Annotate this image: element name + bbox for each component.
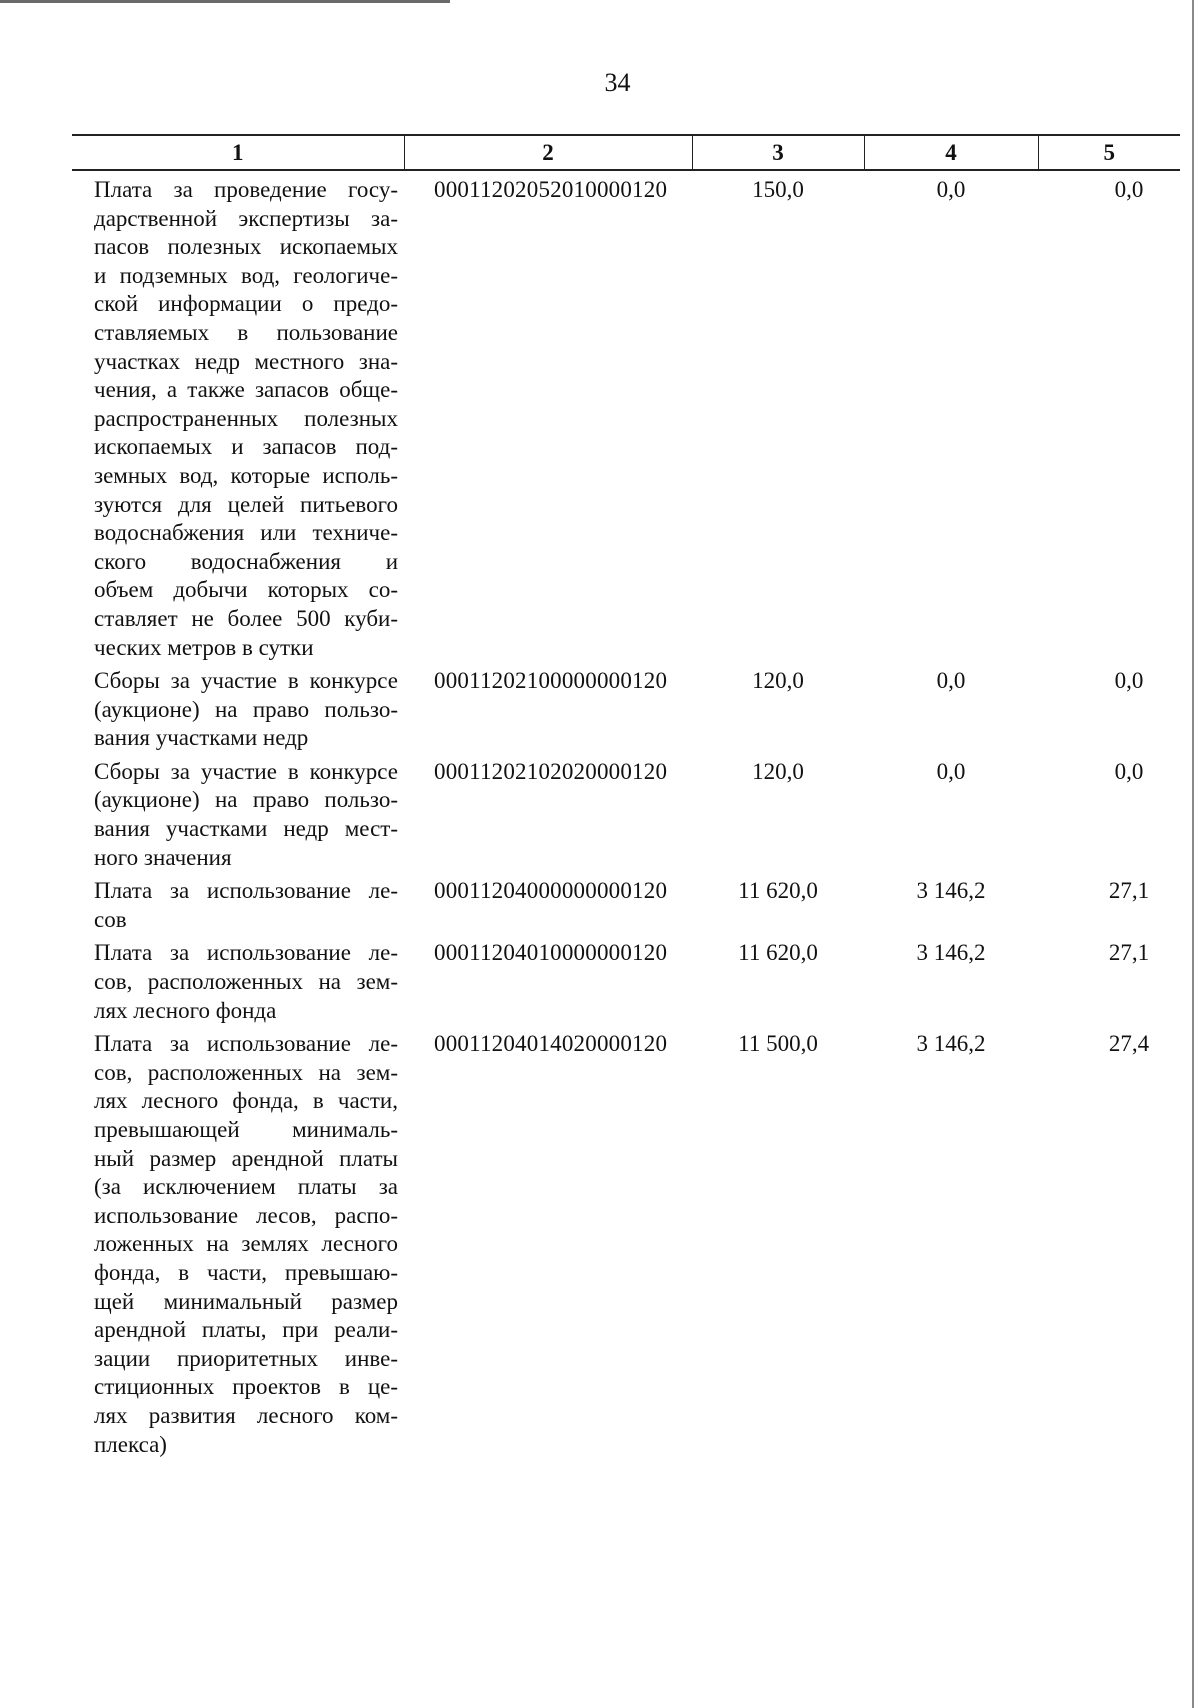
table-row (72, 753, 1180, 872)
income-name-line: вания участками недр мест- (94, 816, 398, 842)
value-col5-cell: 27,1 (1108, 940, 1150, 966)
value-col3-cell: 120,0 (752, 668, 804, 694)
income-name-line: ископаемых и запасов под- (94, 434, 398, 460)
page-number: 34 (604, 68, 631, 97)
income-name-line: лях лесного фонда (94, 997, 277, 1023)
income-name-line: щей минимальный размер (94, 1288, 398, 1314)
income-name-line: плекса) (94, 1431, 167, 1457)
income-name-line: вания участками недр (94, 725, 309, 751)
income-name-line: ложенных на землях лесного (94, 1231, 398, 1257)
income-name-line: ставляет не более 500 куби- (94, 605, 398, 631)
income-name-line: зации приоритетных инве- (94, 1345, 398, 1371)
income-name-line: Плата за проведение госу- (94, 177, 398, 202)
value-col4-cell: 0,0 (936, 177, 966, 202)
income-name-line: ской информации о предо- (94, 291, 398, 317)
value-col5-cell: 0,0 (1114, 758, 1144, 784)
column-header: 5 (1038, 135, 1180, 170)
table-row (72, 170, 1180, 662)
income-name-cell (72, 753, 404, 872)
income-name-line: (аукционе) на право пользо- (94, 696, 398, 722)
income-name-cell (72, 170, 404, 662)
value-col5-cell: 27,1 (1108, 878, 1150, 904)
income-name-line: ческих метров в сутки (94, 634, 314, 660)
value-col3-cell: 11 620,0 (738, 940, 818, 966)
income-name-line: дарственной экспертизы за- (94, 205, 398, 231)
income-name-line: зуются для целей питьевого (94, 491, 398, 517)
income-name-line: сов, расположенных на зем- (94, 969, 398, 995)
income-name-line: превышающей минималь- (94, 1117, 398, 1142)
income-name-line: Сборы за участие в конкурсе (94, 668, 398, 694)
income-name-line: лях развития лесного ком- (94, 1402, 398, 1428)
budget-code-cell: 00011202100000000120 (434, 668, 668, 694)
income-name-line: (аукционе) на право пользо- (94, 787, 398, 813)
income-name-line: чения, а также запасов обще- (94, 377, 398, 403)
table-row (72, 662, 1180, 753)
income-name-line: (за исключением платы за (94, 1174, 398, 1200)
table-row (72, 1025, 1180, 1459)
table-row (72, 872, 1180, 934)
income-name-line: ного значения (94, 844, 232, 870)
income-name-line: сов, расположенных на зем- (94, 1059, 398, 1085)
income-name-line: пасов полезных ископаемых (94, 234, 398, 260)
scan-edge-right (1192, 0, 1194, 1708)
income-name-line: арендной платы, при реали- (94, 1317, 398, 1343)
budget-code-cell: 00011202102020000120 (434, 758, 668, 784)
income-name-line: сов (94, 906, 127, 932)
value-col4-cell: 0,0 (936, 758, 966, 784)
income-name-cell (72, 872, 404, 934)
budget-code-cell: 00011204010000000120 (434, 940, 668, 966)
budget-code-cell: 00011202052010000120 (434, 177, 668, 202)
income-name-line: ставляемых в пользование (94, 319, 398, 345)
scan-edge-top (0, 0, 450, 3)
income-name-line: ского водоснабжения и (94, 548, 398, 574)
budget-code-cell: 00011204014020000120 (434, 1031, 668, 1057)
income-name-line: и подземных вод, геологиче- (94, 262, 398, 288)
income-name-line: Плата за использование ле- (94, 940, 398, 966)
income-name-cell (72, 934, 404, 1025)
value-col4-cell: 3 146,2 (916, 1031, 986, 1057)
value-col4-cell: 0,0 (936, 668, 966, 694)
value-col3-cell: 150,0 (752, 177, 804, 202)
table-header-row (72, 135, 1180, 170)
value-col4-cell: 3 146,2 (916, 878, 986, 904)
budget-code-cell: 00011204000000000120 (434, 878, 668, 904)
income-name-line: использование лесов, распо- (94, 1202, 398, 1228)
value-col3-cell: 120,0 (752, 758, 804, 784)
table-body (72, 170, 1180, 1459)
income-name-line: водоснабжения или техниче- (94, 520, 398, 546)
income-name-line: фонда, в части, превышаю- (94, 1259, 398, 1285)
income-name-line: участках недр местного зна- (94, 348, 398, 374)
budget-table (72, 134, 1180, 1459)
income-name-line: лях лесного фонда, в части, (94, 1088, 398, 1114)
income-name-line: Плата за использование ле- (94, 1031, 398, 1057)
column-header: 4 (864, 135, 1038, 170)
value-col3-cell: 11 500,0 (738, 1031, 818, 1057)
income-name-line: распространенных полезных (94, 405, 398, 431)
value-col5-cell: 0,0 (1114, 177, 1144, 202)
income-name-cell (72, 662, 404, 753)
income-name-line: стиционных проектов в це- (94, 1374, 398, 1400)
table-row (72, 934, 1180, 1025)
income-name-line: ный размер арендной платы (94, 1145, 398, 1171)
income-name-line: Плата за использование ле- (94, 878, 398, 904)
column-header: 3 (692, 135, 864, 170)
value-col3-cell: 11 620,0 (738, 878, 818, 904)
income-name-line: Сборы за участие в конкурсе (94, 758, 398, 784)
income-name-cell (72, 1025, 404, 1459)
income-name-line: объем добычи которых со- (94, 577, 398, 603)
value-col5-cell: 27,4 (1108, 1031, 1150, 1057)
value-col5-cell: 0,0 (1114, 668, 1144, 694)
column-header: 2 (404, 135, 692, 170)
value-col4-cell: 3 146,2 (916, 940, 986, 966)
column-header: 1 (72, 135, 404, 170)
income-name-line: земных вод, которые исполь- (94, 462, 398, 488)
